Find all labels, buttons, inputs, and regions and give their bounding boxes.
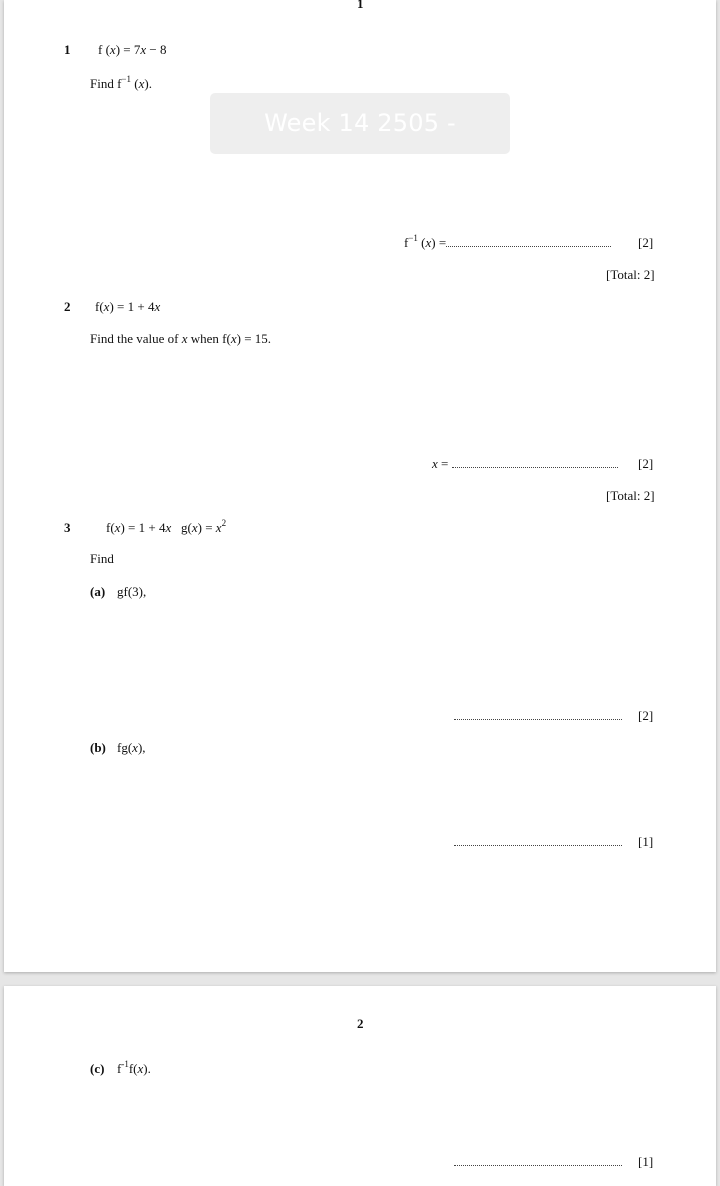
part-a-answer-line[interactable]	[454, 708, 622, 724]
watermark-overlay: Week 14 2505 - 3105.pdf	[210, 93, 510, 154]
question-3-find: Find	[90, 551, 114, 566]
question-2-function: f(x) = 1 + 4x	[95, 299, 161, 314]
question-2-marks: [2]	[638, 456, 654, 471]
question-3-functions: f(x) = 1 + 4x $g(x) = x^2$	[106, 518, 227, 535]
question-1-answer-line[interactable]: $f^{-1}$ (x) =	[404, 235, 611, 251]
page-1	[4, 0, 716, 972]
question-2-number: 2	[64, 299, 71, 314]
part-c-text: $f^{-1}f(x)$.	[117, 1059, 151, 1076]
question-1-number: 1	[64, 42, 71, 57]
part-b-label: (b)	[90, 740, 106, 755]
part-a-label: (a)	[90, 584, 106, 599]
question-1-prompt: Find $f^{-1}$ (x).	[90, 74, 152, 91]
question-2-answer-line[interactable]: x =	[432, 456, 618, 472]
question-1-marks: [2]	[638, 235, 654, 250]
page-number: 1	[357, 0, 364, 11]
part-b-answer-line[interactable]	[454, 834, 622, 850]
part-a-marks: [2]	[638, 708, 654, 723]
part-c-answer-line[interactable]	[454, 1154, 622, 1170]
question-1-total: [Total: 2]	[606, 267, 655, 282]
page-number: 2	[357, 1016, 364, 1031]
page-2	[4, 986, 716, 1186]
part-b-text: fg(x),	[117, 740, 146, 755]
part-c-marks: [1]	[638, 1154, 654, 1169]
part-a-text: gf(3),	[117, 584, 147, 599]
question-1-function: f (x) = 7x − 8	[98, 42, 167, 57]
part-c-label: (c)	[90, 1061, 105, 1076]
question-2-prompt: Find the value of x when f(x) = 15.	[90, 331, 272, 346]
question-2-total: [Total: 2]	[606, 488, 655, 503]
part-b-marks: [1]	[638, 834, 654, 849]
question-3-number: 3	[64, 520, 71, 535]
